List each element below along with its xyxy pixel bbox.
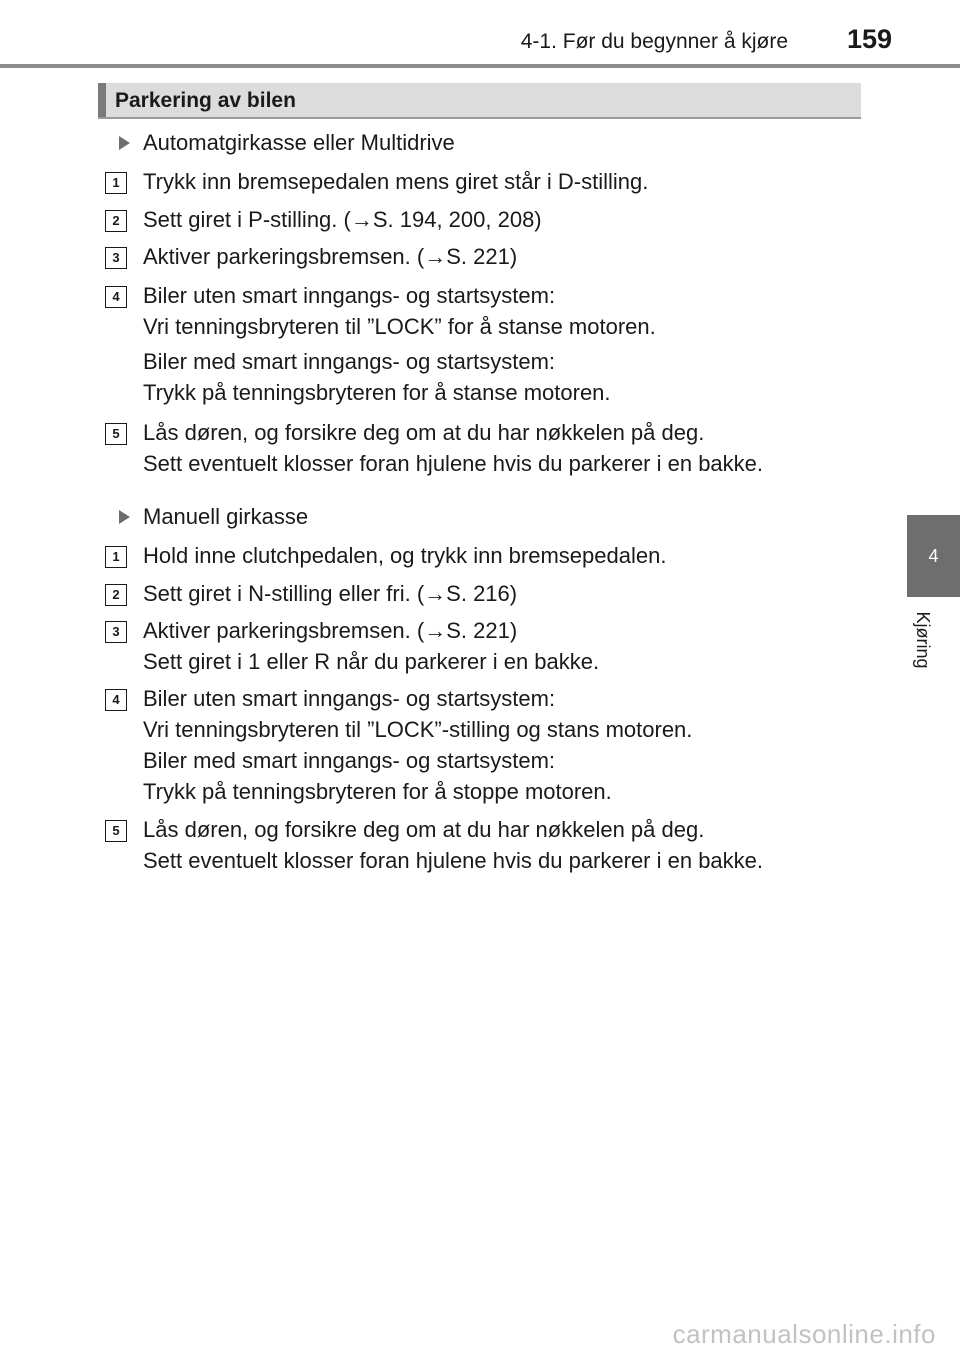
step-text: Sett eventuelt klosser foran hjulene hvis du parkerer i en bakke. (143, 848, 764, 873)
step-text: Sett eventuelt klosser foran hjulene hvis du parkerer i en bakke. (143, 451, 764, 476)
page-number: 159 (846, 24, 892, 54)
step-5 (112, 814, 764, 876)
step-2 (112, 578, 518, 609)
step-3 (112, 615, 600, 677)
step-number-badge: 4 (105, 286, 127, 308)
step-number-badge: 1 (105, 172, 127, 194)
step-4-continuation (143, 346, 611, 408)
chapter-number: 4 (928, 545, 939, 566)
step-text: Trykk på tenningsbryteren for å stoppe motoren. (143, 779, 612, 804)
step-number-badge: 3 (105, 247, 127, 269)
step-text: Lås døren, og forsikre deg om at du har nøkkelen på deg. (143, 420, 705, 445)
step-number-badge: 2 (105, 584, 127, 606)
heading-accent-bar (98, 83, 106, 117)
header-rule (0, 64, 960, 68)
step-1 (112, 540, 667, 571)
step-text: Trykk på tenningsbryteren for å stanse motoren. (143, 380, 611, 405)
watermark: carmanualsonline.info (672, 1319, 936, 1349)
running-header-title: 4-1. Før du begynner å kjøre (520, 30, 788, 53)
step-number-badge: 3 (105, 621, 127, 643)
step-text: Vri tenningsbryteren til ”LOCK” for å stanse motoren. (143, 314, 656, 339)
step-text: Lås døren, og forsikre deg om at du har nøkkelen på deg. (143, 817, 705, 842)
step-text: Aktiver parkeringsbremsen. (→S. 221) (143, 244, 518, 269)
triangle-bullet-icon (119, 510, 130, 524)
step-text: Aktiver parkeringsbremsen. (→S. 221) (143, 618, 518, 643)
step-text: Biler med smart inngangs- og startsystem: (143, 748, 556, 773)
step-number-badge: 4 (105, 689, 127, 711)
section-heading-text: Parkering av bilen (115, 89, 296, 112)
step-text: Biler uten smart inngangs- og startsystem: (143, 283, 556, 308)
step-text: Hold inne clutchpedalen, og trykk inn bremsepedalen. (143, 543, 667, 568)
step-3 (112, 241, 518, 272)
subheading-manual: Manuell girkasse (143, 501, 308, 532)
chapter-tab (907, 515, 960, 597)
step-2 (112, 204, 542, 235)
step-4 (112, 683, 693, 807)
triangle-bullet-icon (119, 136, 130, 150)
step-text: Trykk inn bremsepedalen mens giret står i D-stilling. (143, 169, 649, 194)
step-1 (112, 166, 649, 197)
step-text: Biler med smart inngangs- og startsystem: (143, 349, 556, 374)
step-text: Sett giret i N-stilling eller fri. (→S. 216) (143, 581, 518, 606)
step-5 (112, 417, 764, 479)
section-heading (98, 83, 861, 119)
step-number-badge: 5 (105, 423, 127, 445)
step-number-badge: 1 (105, 546, 127, 568)
step-text: Vri tenningsbryteren til ”LOCK”-stilling og stans motoren. (143, 717, 693, 742)
step-4 (112, 280, 656, 342)
step-number-badge: 5 (105, 820, 127, 842)
step-number-badge: 2 (105, 210, 127, 232)
step-text: Sett giret i 1 eller R når du parkerer i en bakke. (143, 649, 600, 674)
chapter-label: Kjøring (913, 611, 933, 669)
step-text: Sett giret i P-stilling. (→S. 194, 200, 208) (143, 207, 542, 232)
step-text: Biler uten smart inngangs- og startsystem: (143, 686, 556, 711)
subheading-automatic: Automatgirkasse eller Multidrive (143, 127, 455, 158)
